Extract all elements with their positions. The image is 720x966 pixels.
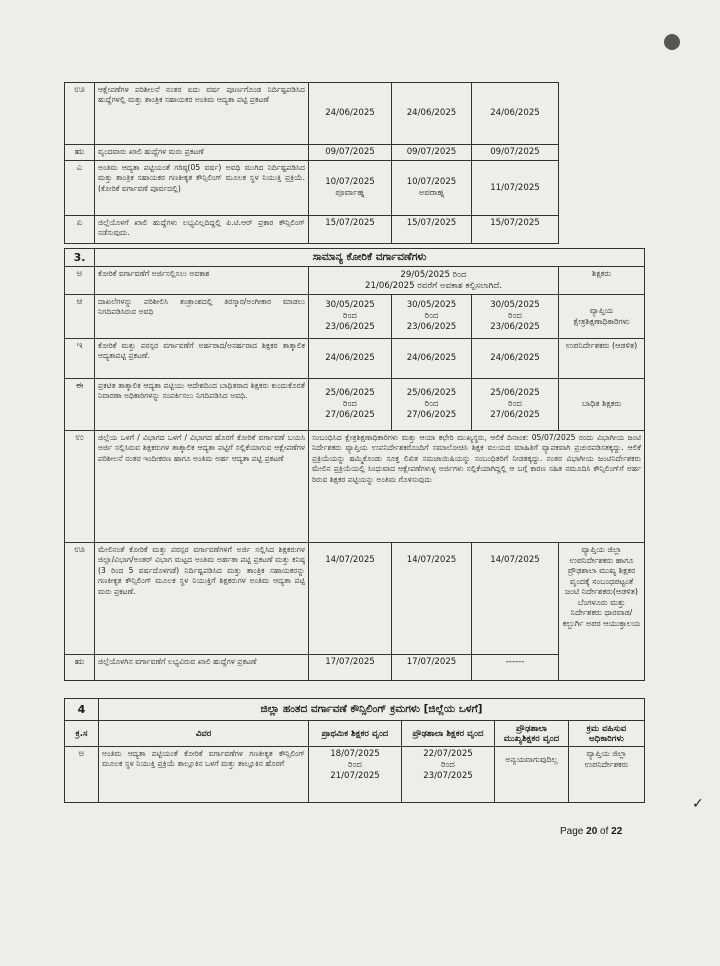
date-text: 23/07/2025 [423,771,473,781]
date-cell: 09/07/2025 [309,145,392,161]
date-connector: ರಿಂದ [343,311,357,321]
date-connector: ರಿಂದ [424,399,439,409]
row-description: ಮೇಲಿನಂತೆ ಕೋರಿಕೆ ಮತ್ತು ಪರಸ್ಪರ ವರ್ಗಾವಣೆಗಳಿಗೆ ಅರ್ಜಿ ಸಲ್ಲಿಸಿದ ಶಿಕ್ಷಕರುಗಳ ಜಿಲ್ಲಾ/ವಿಭಾಗ/ಅಂತರ್ ವಿಭಾಗ ಮಟ್ಟದ ಅಂತಿಮ ಅರ್ಹತಾ ಪಟ್ಟಿ ಪ್ರಕಟಣೆ ಮತ್ತು ಕನಿಷ್ಠ (3 ರಿಂದ 5 ವರ್ಷದೊಳಗಡೆ) ನಿರ್ದಿಷ್ಟಪಡಿಸಿದ ಮತ್ತು ತಾಂತ್ರಿಕ ಸಹಾಯಕರನ್ನು ಗಣಕೀಕೃತ ಕೌನ್ಸಿಲಿಂಗ್ ಮೂಲಕ ಸ್ಥಳ ನಿಯುಕ್ತಿಗೆ ಶಿಕ್ಷಕರುಗಳ ಅಂತಿಮ ಆದ್ಯತಾ ಪಟ್ಟಿ ಮರು ಪ್ರಕಟಣೆ. [95,543,309,655]
date-cell [392,295,472,339]
table-row [65,543,645,655]
date-connector: ರಿಂದ [343,399,357,409]
section4-table [64,698,645,803]
column-header: ಕ್ರ.ಸ [65,721,99,747]
date-cell: 24/06/2025 [392,339,472,379]
table-row [65,747,645,803]
page-of: of [597,826,612,837]
section-number: 3. [65,249,95,267]
date-cell [309,379,392,431]
row-description: ಕೋರಿಕೆ ಮತ್ತು ಪರಸ್ಪರ ವರ್ಗಾವಣೆಗೆ ಅರ್ಹರಾದ/ಅನರ್ಹರಾದ ಶಿಕ್ಷಕರ ತಾತ್ಕಾಲಿಕ ಆದ್ಯತಾಪಟ್ಟಿ ಪ್ರಕಟಣೆ. [95,339,309,379]
row-label: ಊ [65,543,95,655]
section-title: ಸಾಮಾನ್ಯ ಕೋರಿಕೆ ವರ್ಗಾವಣೆಗಳು [95,249,645,267]
table-row [65,267,645,295]
date-connector: ರಿಂದ [348,760,362,770]
authority-cell: ವ್ಯಾಪ್ತಿಯ ಕ್ಷೇತ್ರಶಿಕ್ಷಣಾಧಿಕಾರಿಗಳು [559,295,645,339]
date-cell [392,161,472,216]
date-text: 18/07/2025 [330,749,380,759]
section3-table [64,248,645,681]
date-text: 30/05/2025 [406,300,457,310]
date-range-start: 29/05/2025 ರಿಂದ [400,269,467,280]
date-cell: 09/07/2025 [392,145,472,161]
date-cell: 24/06/2025 [309,339,392,379]
date-cell [392,379,472,431]
section-number: 4 [65,699,99,721]
authority-cell: ಶಿಕ್ಷಕರು [559,267,645,295]
row-description: ಅಂತಿಮ ಆದ್ಯತಾ ಪಟ್ಟಿಯಂತೆ ಗರಿಷ್ಠ(05 ವರ್ಷ) ಅವಧಿ ಮುಗಿದ ನಿರ್ದಿಷ್ಟಪಡಿಸಿದ ಮತ್ತು ತಾಂತ್ರಿಕ ಸಹಾಯಕರ ಗಣಕೀಕೃತ ಕೌನ್ಸಿಲಿಂಗ್ ಮೂಲಕ ಸ್ಥಳ ನಿಯುಕ್ತಿ ಪ್ರಕ್ರಿಯೆ.(ಕೋರಿಕೆ ವರ್ಗಾವಣೆ ಪೂರ್ವದಲ್ಲಿ) [95,161,309,216]
date-text: 23/06/2025 [325,322,375,332]
section-heading-row [65,699,645,721]
session-text: ಪೂರ್ವಾಹ್ನ [335,188,365,198]
table-row [65,339,645,379]
table-row [65,83,559,145]
date-cell [472,379,559,431]
row-description: ಜಿಲ್ಲೆಯೊಳಗೆ ಖಾಲಿ ಹುದ್ದೆಗಳು ಲಭ್ಯವಿಲ್ಲದಿದ್ದಲ್ಲಿ ಪಿ.ಟಿ.ಆರ್ ಪ್ರಕಾರ ಕೌನ್ಸಿಲಿಂಗ್ ನಡೆಸುವುದು. [95,216,309,244]
column-header: ವಿವರ [99,721,309,747]
date-cell: 14/07/2025 [472,543,559,655]
authority-cell: ಬಾಧಿತ ಶಿಕ್ಷಕರು [559,379,645,431]
punch-hole [664,34,680,50]
row-description: ದಾಖಲೆಗಳನ್ನು ಪರಿಶೀಲಿಸಿ ತಂತ್ರಾಂಶದಲ್ಲಿ ತಿರಸ್ಕಾರ/ಅಂಗೀಕಾರ ಮಾಡಲು ನಿಗದಿಪಡಿಸಿರುವ ಅವಧಿ [95,295,309,339]
date-cell [309,295,392,339]
not-applicable-cell: ಅನ್ವಯವಾಗುವುದಿಲ್ಲ [495,747,569,803]
section-heading-row [65,249,645,267]
page-total: 22 [611,826,623,837]
row-label: ಊ [65,83,95,145]
table-header-row [65,721,645,747]
date-text: 30/05/2025 [325,300,375,310]
date-cell: 24/06/2025 [309,83,392,145]
date-cell: 14/07/2025 [392,543,472,655]
row-label: ಎ [65,161,95,216]
authority-cell: ವ್ಯಾಪ್ತಿಯ ಜಿಲ್ಲಾ ಉಪನಿರ್ದೇಶಕರು ಹಾಗೂ ಪ್ರೌಢಶಾಲಾ ಮುಖ್ಯ ಶಿಕ್ಷಕರ ವೃಂದಕ್ಕೆ ಸಂಬಂಧಪಟ್ಟಂತೆ ಜಂಟಿ ನಿರ್ದೇಶಕರು(ಆಡಳಿತ) ಬೆಂಗಳೂರು ಮತ್ತು ನಿರ್ದೇಶಕರು ಧಾರವಾಡ/ಕಲ್ಬುರ್ಗಿ ಅಪರ ಆಯುಕ್ತಾಲಯ [559,543,645,681]
date-cell [472,295,559,339]
row-label: ಋ [65,145,95,161]
date-cell [309,747,402,803]
date-cell: 15/07/2025 [392,216,472,244]
row-label: ಏ [65,216,95,244]
date-cell [402,747,495,803]
date-text: 27/06/2025 [406,410,457,420]
row-description: ಪ್ರಕಟಿತ ತಾತ್ಕಾಲಿಕ ಆದ್ಯತಾ ಪಟ್ಟಿಯು ಆದೇಶದಿಂದ ಬಾಧಿತರಾದ ಶಿಕ್ಷಕರು ಕುಂದುಕೊರತೆ ನಿವಾರಣಾ ಅಧಿಕಾರಿಗಳನ್ನು ಸಂಪರ್ಕಿಸಲು ನಿಗದಿಪಡಿಸಿದ ಅವಧಿ. [95,379,309,431]
date-connector: ರಿಂದ [508,399,522,409]
date-range-end: 21/06/2025 ರವರೆಗೆ ಅವಕಾಶ ಕಲ್ಪಿಸಲಾಗಿದೆ. [365,280,502,291]
row-description: ಜಿಲ್ಲೆಯ ಒಳಗೆ / ವಿಭಾಗದ ಒಳಗೆ / ವಿಭಾಗದ ಹೊರಗೆ ಕೋರಿಕೆ ವರ್ಗಾವಣೆ ಬಯಸಿ ಅರ್ಜಿ ಸಲ್ಲಿಸಿರುವ ಶಿಕ್ಷಕರುಗಳ ತಾತ್ಕಾಲಿಕ ಆದ್ಯತಾ ಪಟ್ಟಿಗೆ ಸಲ್ಲಿಕೆಯಾಗುವ ಆಕ್ಷೇಪಣೆಗಳ ಪರಿಶೀಲನೆ ನಂತರ ಇಂದೀಕರಣ ಹಾಗೂ ಅಂತಿಮ ಅರ್ಹ ಆದ್ಯತಾ ಪಟ್ಟಿ ಪ್ರಕಟಣೆ [95,431,309,543]
row-description: ಕೋರಿಕೆ ವರ್ಗಾವಣೆಗೆ ಅರ್ಜಿಸಲ್ಲಿಸಲು ಅವಕಾಶ [95,267,309,295]
column-header: ಪ್ರೌಢಶಾಲಾ ಶಿಕ್ಷಕರ ವೃಂದ [402,721,495,747]
row-label: ಆ [65,295,95,339]
date-cell: 09/07/2025 [472,145,559,161]
date-text: 22/07/2025 [423,749,473,759]
date-text: 23/06/2025 [490,322,540,332]
date-text: 25/06/2025 [325,388,375,398]
date-cell: 24/06/2025 [472,83,559,145]
checkmark: ✓ [692,796,704,812]
date-text: 21/07/2025 [330,771,380,781]
date-cell: 24/06/2025 [472,339,559,379]
date-connector: ರಿಂದ [508,311,522,321]
date-cell: 17/07/2025 [392,655,472,681]
row-label: ಈ [65,379,95,431]
date-cell: 11/07/2025 [472,161,559,216]
page-prefix: Page [560,826,587,837]
authority-cell: ವ್ಯಾಪ್ತಿಯ ಜಿಲ್ಲಾ ಉಪನಿರ್ದೇಶಕರು [569,747,645,803]
date-text: 10/07/2025 [325,177,375,187]
page-number [560,826,622,837]
date-cell [309,161,392,216]
date-cell: 15/07/2025 [309,216,392,244]
schedule-table-top [64,82,559,244]
row-label: ಇ [65,339,95,379]
section-title: ಜಿಲ್ಲಾ ಹಂತದ ವರ್ಗಾವಣೆ ಕೌನ್ಸಿಲಿಂಗ್ ಕ್ರಮಗಳು [ಜಿಲ್ಲೆಯ ಒಳಗೆ] [99,699,645,721]
column-header: ಪ್ರೌಢಶಾಲಾ ಮುಖ್ಯಶಿಕ್ಷಕರ ವೃಂದ [495,721,569,747]
row-description: ಅಂತಿಮ ಆದ್ಯತಾ ಪಟ್ಟಿಯಂತೆ ಕೋರಿಕೆ ವರ್ಗಾವಣೆಗಳ ಗಣಕೀಕೃತ ಕೌನ್ಸಿಲಿಂಗ್ ಮೂಲಕ ಸ್ಥಳ ನಿಯುಕ್ತಿ ಪ್ರಕ್ರಿಯೆ ತಾಲ್ಲೂಕಿನ ಒಳಗೆ ಮತ್ತು ತಾಲ್ಲೂಕಿನ ಹೊರಗೆ [99,747,309,803]
date-text: 27/06/2025 [490,410,540,420]
row-label: ಅ [65,267,95,295]
table-row [65,161,559,216]
date-text: 25/06/2025 [406,388,457,398]
date-connector: ರಿಂದ [441,760,455,770]
date-cell: 24/06/2025 [392,83,472,145]
date-text: 30/05/2025 [490,300,540,310]
table-row [65,379,645,431]
column-header: ಪ್ರಾಥಮಿಕ ಶಿಕ್ಷಕರ ವೃಂದ [309,721,402,747]
note-cell: ಸಂಬಂಧಿಸಿದ ಕ್ಷೇತ್ರಶಿಕ್ಷಣಾಧಿಕಾರಿಗಳು ಮತ್ತು ಆಯಾ ಕಛೇರಿ ಮುಖ್ಯಸ್ಥರು, ಆಲಿಕೆ ದಿನಾಂಕ: 05/07/2025 ರಂದು ವಿಭಾಗೀಯ ಜಂಟಿ ನಿರ್ದೇಶಕರು ವ್ಯಾಪ್ತಿಯ ಉಪನಿರ್ದೇಶಕರೊಂದಿಗೆ ಸಮಾಲೋಚಿಸಿ ಶಿಕ್ಷಕ ವಲಯದ ಮಾಹಿತಿಗೆ ವ್ಯಾಪಕವಾಗಿ ಪ್ರಚುರಪಡಿಸತಕ್ಕದ್ದು. ಆಲಿಕೆ ಪ್ರಕ್ರಿಯೆಯನ್ನು ಹಮ್ಮಿಕೊಂಡು ಸೂಕ್ತ ಲಿಖಿತ ಸಮಜಾಯಿಷಿಯನ್ನು ಸಂಬಂಧಿತರಿಗೆ ನೀಡತಕ್ಕದ್ದು. ನಂತರ ವಿಭಾಗೀಯ ಜಂಟಿನಿರ್ದೇಶಕರು ಮೇಲಿನ ಪ್ರಕ್ರಿಯೆಯಲ್ಲಿ ಸಿಂಧುವಾದ ಆಕ್ಷೇಪಣೆಗಳುಳ್ಳ ಅರ್ಜಿಗಳು ಸಲ್ಲಿಕೆಯಾಗಿದ್ದಲ್ಲಿ ಆ ಬಗ್ಗೆ ಕಾರಣ ಸಹಿತ ನಮೂದಿಸಿ ಕೌನ್ಸಿಲಿಂಗ್‌ಗೆ ಅರ್ಹ ರಿರುವ ಶಿಕ್ಷಕರ ಪಟ್ಟಿಯನ್ನು ಅಂತಿಮ ಗೊಳಿಸುವುದು [309,431,645,543]
table-row [65,145,559,161]
date-text: 25/06/2025 [490,388,540,398]
date-cell: ------ [472,655,559,681]
date-text: 27/06/2025 [325,410,375,420]
session-text: ಅಪರಾಹ್ನ [418,188,445,198]
date-connector: ರಿಂದ [424,311,439,321]
row-label: ಋ [65,655,95,681]
row-label: ಅ [65,747,99,803]
table-row [65,216,559,244]
table-row [65,655,645,681]
row-description: ಆಕ್ಷೇಪಣೆಗಳ ಪರಿಶೀಲನೆ ನಂತರ ಐದು ವರ್ಷ ಪೂರ್ಣಗೊಂಡ ನಿರ್ದಿಷ್ಟಪಡಿಸಿದ ಹುದ್ದೆಗಳಲ್ಲಿ ಮತ್ತು ತಾಂತ್ರಿಕ ಸಹಾಯಕರ ಅಂತಿಮ ಆದ್ಯತಾ ಪಟ್ಟಿ ಪ್ರಕಟಣೆ [95,83,309,145]
date-cell: 14/07/2025 [309,543,392,655]
row-description: ಜಿಲ್ಲೆಯೊಳಗಿನ ವರ್ಗಾವಣೆಗೆ ಲಭ್ಯವಿರುವ ಖಾಲಿ ಹುದ್ದೆಗಳ ಪ್ರಕಟಣೆ [95,655,309,681]
date-range-cell [309,267,559,295]
table-row [65,431,645,543]
row-description: ವೃಂದವಾರು ಖಾಲಿ ಹುದ್ದೆಗಳ ಮರು ಪ್ರಕಟಣೆ [95,145,309,161]
date-cell: 17/07/2025 [309,655,392,681]
page-current: 20 [586,826,598,837]
date-text: 23/06/2025 [406,322,457,332]
row-label: ಉ [65,431,95,543]
authority-cell: ಉಪನಿರ್ದೇಶಕರು (ಆಡಳಿತ) [559,339,645,379]
table-row [65,295,645,339]
date-cell: 15/07/2025 [472,216,559,244]
column-header: ಕ್ರಮ ವಹಿಸುವ ಅಧಿಕಾರಿಗಳು [569,721,645,747]
date-text: 10/07/2025 [406,177,457,187]
